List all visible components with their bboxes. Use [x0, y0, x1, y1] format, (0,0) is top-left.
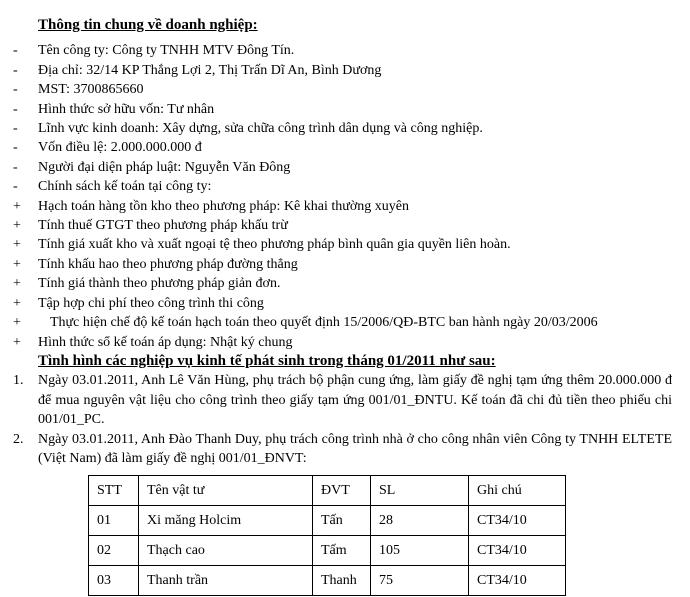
list-item	[10, 119, 672, 138]
list-item	[10, 313, 672, 332]
numbered-item-text: Ngày 03.01.2011, Anh Lê Văn Hùng, phụ trách bộ phận cung ứng, làm giấy đề nghị tạm ứng thêm 20.000.000 đ để mua nguyên vật liệu cho công trình theo giấy tạm ứng 001/01_ĐNTU. Kế toán đã chi đủ tiền theo phiếu chi 001/01_PC.	[38, 373, 672, 428]
table-header-cell: Ghi chú	[469, 476, 566, 506]
list-item	[10, 61, 672, 80]
list-item	[10, 197, 672, 216]
list-item-text: Tính khấu hao theo phương pháp đường thẳng	[38, 256, 298, 272]
table-header-cell: SL	[371, 476, 469, 506]
numbered-item	[10, 371, 672, 429]
list-item	[10, 80, 672, 99]
table-cell: 75	[371, 566, 469, 596]
list-marker: -	[13, 179, 18, 195]
table-row	[89, 506, 566, 536]
list-marker: -	[13, 101, 18, 117]
list-item-text: Hình thức sở hữu vốn: Tư nhân	[38, 101, 215, 117]
list-item-text: Hạch toán hàng tồn kho theo phương pháp: Kê khai thường xuyên	[38, 198, 409, 214]
list-item-text: Thực hiện chế độ kế toán hạch toán theo quyết định 15/2006/QĐ-BTC ban hành ngày 20/03/2006	[50, 315, 598, 331]
numbered-item	[10, 430, 672, 469]
section-heading-company-info: Thông tin chung về doanh nghiệp:	[38, 17, 258, 33]
list-item	[10, 274, 672, 293]
list-item-text: Tên công ty: Công ty TNHH MTV Đông Tín.	[38, 43, 295, 59]
table-row	[89, 566, 566, 596]
list-item	[10, 100, 672, 119]
list-item-text: MST: 3700865660	[38, 82, 144, 98]
list-marker: -	[13, 159, 18, 175]
table-cell: 03	[89, 566, 139, 596]
list-item	[10, 216, 672, 235]
table-cell: Thanh	[313, 566, 371, 596]
list-marker: +	[13, 198, 21, 214]
materials-table	[88, 475, 566, 596]
item-number: 1.	[13, 373, 24, 389]
list-marker: +	[13, 218, 21, 234]
list-item	[10, 41, 672, 60]
section-heading-transactions: Tình hình các nghiệp vụ kinh tế phát sinh trong tháng 01/2011 như sau:	[38, 352, 496, 369]
list-marker: +	[13, 295, 21, 311]
list-item-text: Lĩnh vực kinh doanh: Xây dựng, sửa chữa công trình dân dụng và công nghiệp.	[38, 121, 483, 137]
list-item-text: Người đại diện pháp luật: Nguyễn Văn Đông	[38, 159, 291, 175]
list-marker: +	[13, 276, 21, 292]
table-cell: CT34/10	[469, 506, 566, 536]
list-marker: +	[13, 315, 21, 331]
table-cell: Xi măng Holcim	[139, 506, 313, 536]
list-marker: +	[13, 334, 21, 350]
list-item	[10, 294, 672, 313]
numbered-item-text: Ngày 03.01.2011, Anh Đào Thanh Duy, phụ trách công trình nhà ở cho công nhân viên Công ty TNHH ELTETE (Việt Nam) đã làm giấy đề nghị 001/01_ĐNVT:	[38, 431, 672, 466]
table-header-row	[89, 476, 566, 506]
list-item-text: Tính giá xuất kho và xuất ngoại tệ theo phương pháp bình quân gia quyền liên hoàn.	[38, 237, 511, 253]
table-cell: 01	[89, 506, 139, 536]
table-cell: CT34/10	[469, 536, 566, 566]
list-item	[10, 333, 672, 352]
list-marker: -	[13, 43, 18, 59]
list-item-text: Vốn điều lệ: 2.000.000.000 đ	[38, 140, 202, 156]
list-item-text: Hình thức sổ kế toán áp dụng: Nhật ký chung	[38, 334, 293, 350]
table-cell: 105	[371, 536, 469, 566]
table-cell: 28	[371, 506, 469, 536]
list-item-text: Tính giá thành theo phương pháp giản đơn.	[38, 276, 281, 292]
table-cell: Tấm	[313, 536, 371, 566]
list-marker: +	[13, 237, 21, 253]
list-item-text: Chính sách kế toán tại công ty:	[38, 179, 212, 195]
list-marker: -	[13, 121, 18, 137]
table-cell: Tấn	[313, 506, 371, 536]
table-row	[89, 536, 566, 566]
list-item	[10, 138, 672, 157]
table-cell: 02	[89, 536, 139, 566]
table-cell: Thạch cao	[139, 536, 313, 566]
list-item	[10, 235, 672, 254]
list-item	[10, 158, 672, 177]
list-marker: +	[13, 256, 21, 272]
item-number: 2.	[13, 431, 24, 447]
table-header-cell: ĐVT	[313, 476, 371, 506]
list-item-text: Tính thuế GTGT theo phương pháp khấu trừ	[38, 218, 288, 234]
list-item-text: Địa chỉ: 32/14 KP Thắng Lợi 2, Thị Trấn Dĩ An, Bình Dương	[38, 62, 382, 78]
table-cell: CT34/10	[469, 566, 566, 596]
table-cell: Thanh trần	[139, 566, 313, 596]
list-marker: -	[13, 62, 18, 78]
list-marker: -	[13, 82, 18, 98]
list-marker: -	[13, 140, 18, 156]
table-header-cell: STT	[89, 476, 139, 506]
list-item-text: Tập hợp chi phí theo công trình thi công	[38, 295, 264, 311]
list-item	[10, 177, 672, 196]
table-header-cell: Tên vật tư	[139, 476, 313, 506]
list-item	[10, 255, 672, 274]
